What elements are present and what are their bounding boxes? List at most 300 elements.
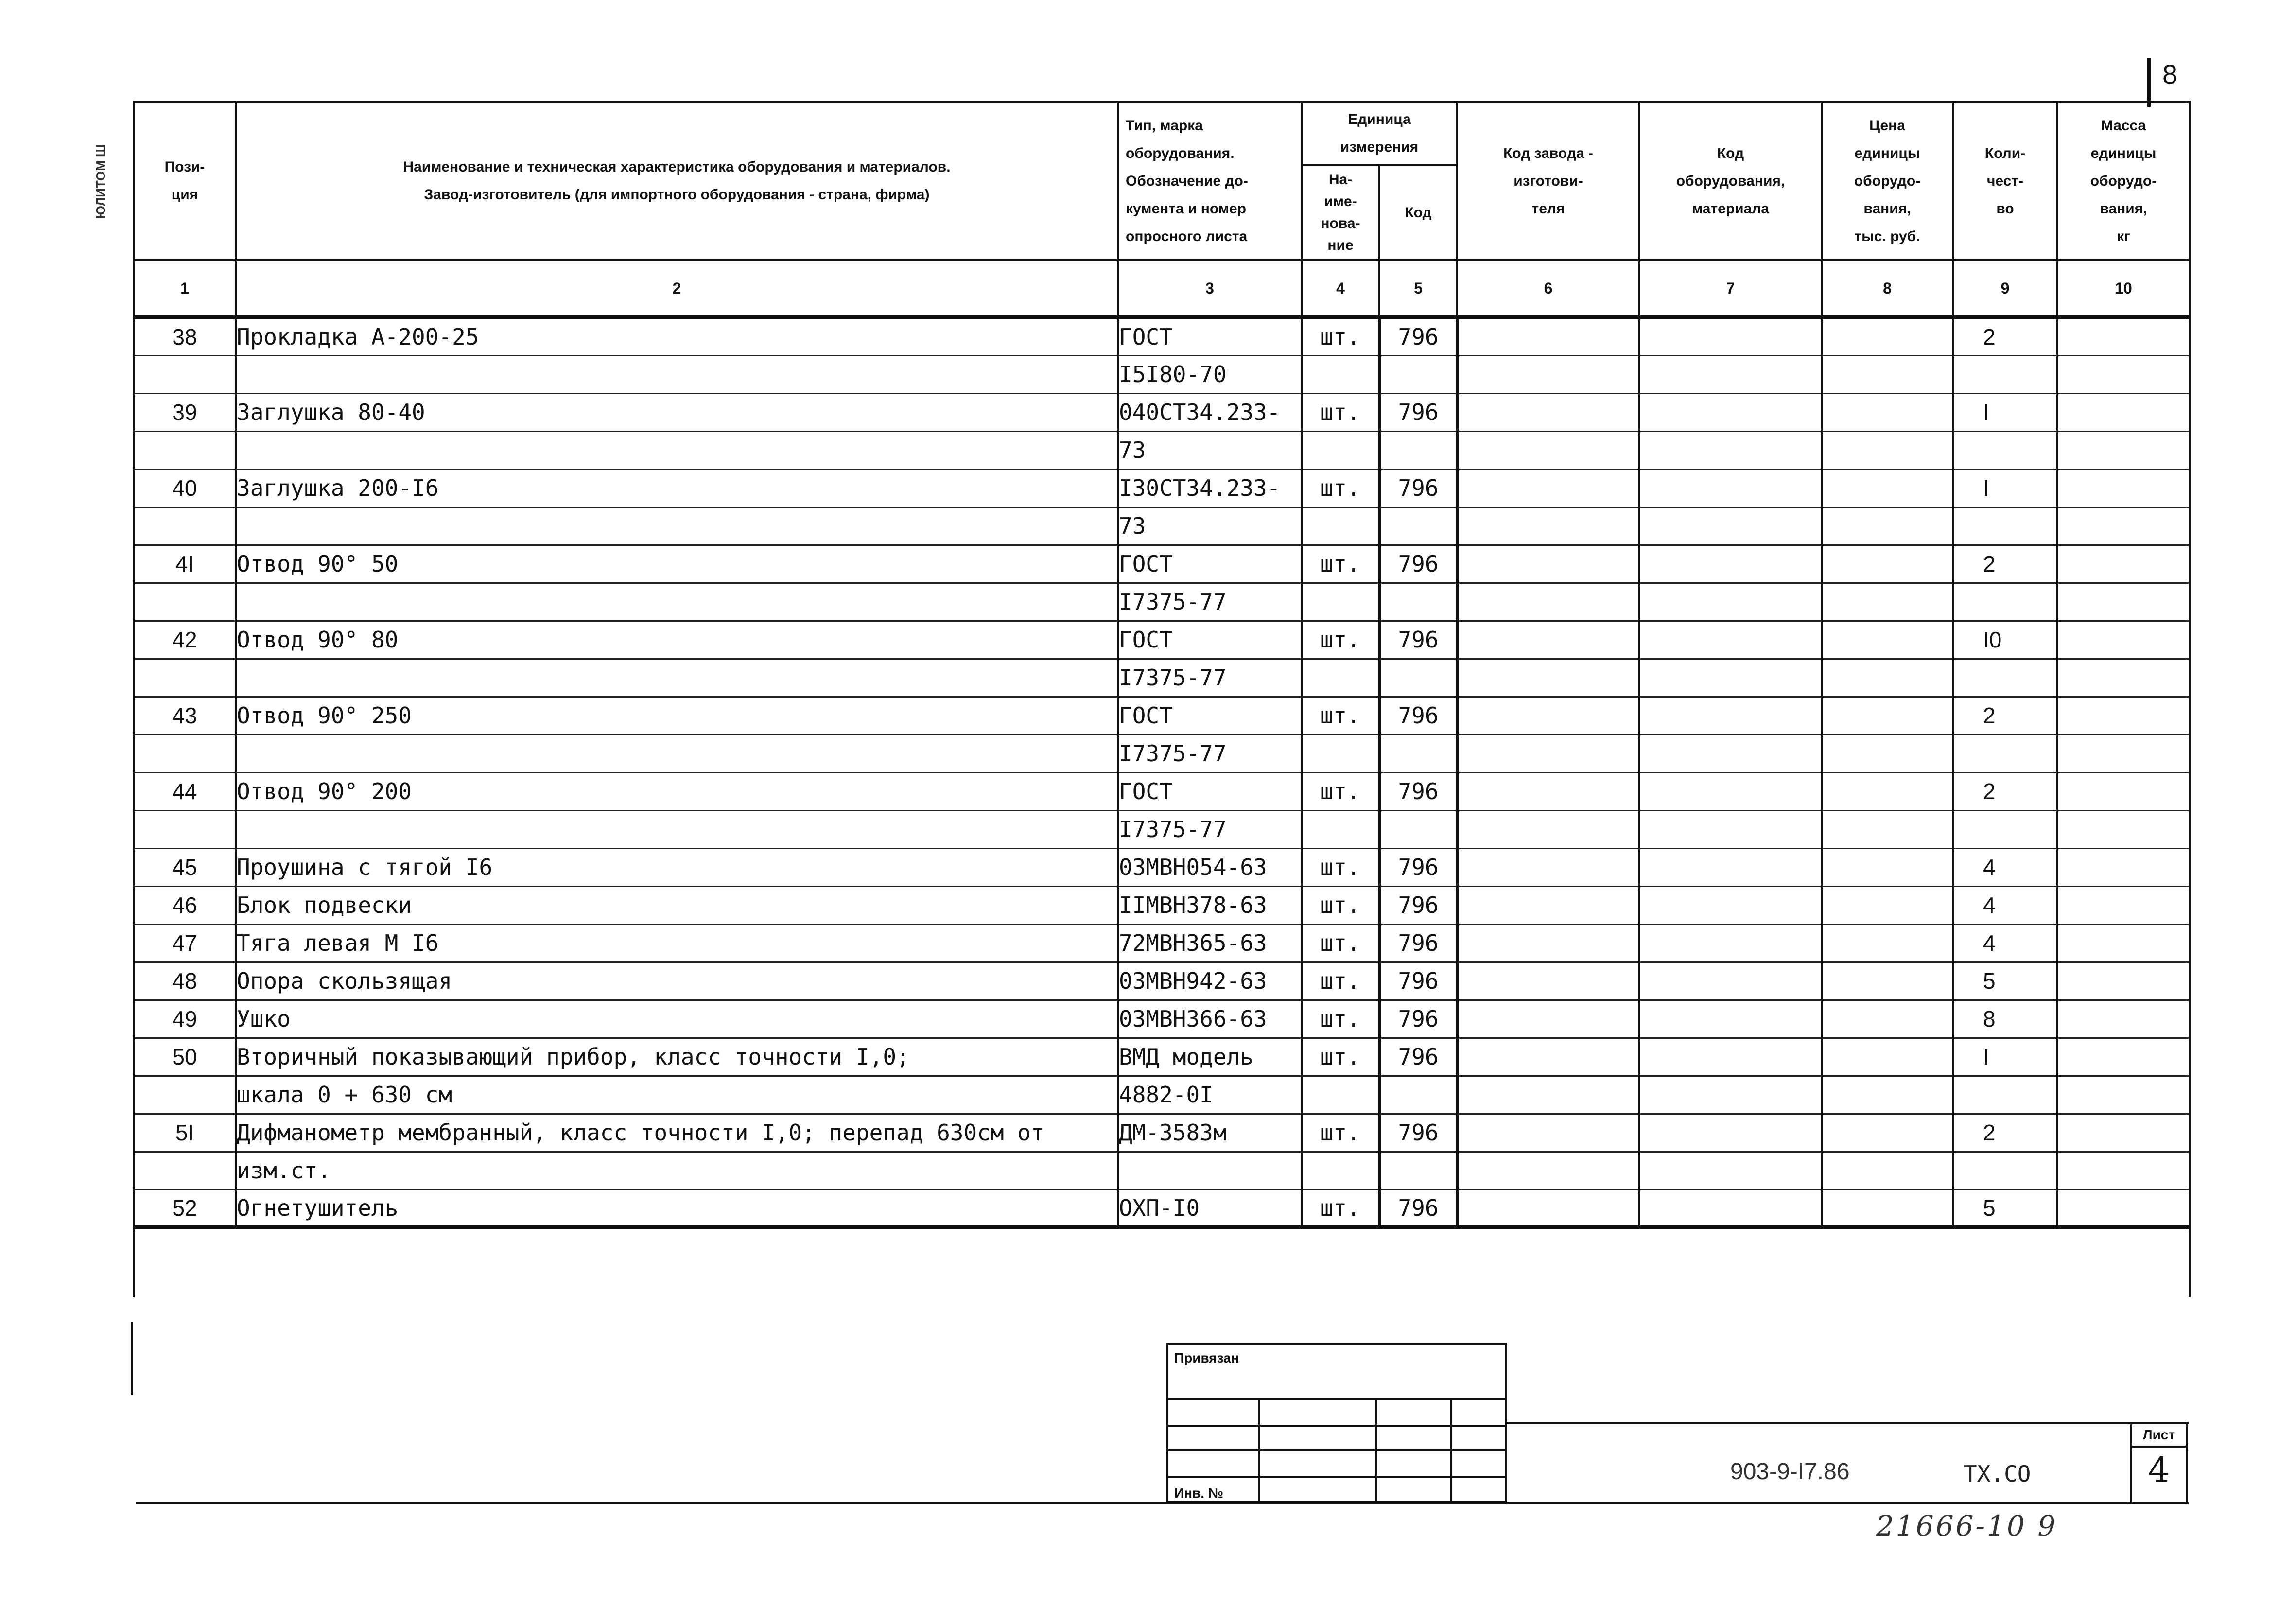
row-price [1822, 393, 1953, 431]
row-mass [2057, 621, 2190, 659]
row-price [1822, 659, 1953, 697]
row-name: Блок подвески [236, 886, 1118, 924]
row-quantity: I [1953, 393, 2057, 431]
row-price [1822, 1189, 1953, 1227]
row-unit-code: 796 [1379, 1189, 1457, 1227]
row-unit: шт. [1302, 469, 1379, 507]
side-stamp: ЮЛИТОМ Ш [93, 144, 108, 219]
row-type: 73 [1118, 507, 1302, 545]
table-row [134, 659, 2190, 697]
row-unit-code [1379, 659, 1457, 697]
row-price [1822, 507, 1953, 545]
row-unit [1302, 810, 1379, 848]
row-plant-code [1457, 1114, 1639, 1152]
row-mass [2057, 431, 2190, 469]
column-number: 2 [236, 260, 1118, 317]
row-quantity: 2 [1953, 697, 2057, 734]
empty-row [134, 1227, 2190, 1297]
row-unit-code [1379, 734, 1457, 772]
row-unit: шт. [1302, 393, 1379, 431]
row-name: Огнетушитель [236, 1189, 1118, 1227]
table-row [134, 962, 2190, 1000]
bottom-border-line [136, 1502, 2189, 1504]
row-unit: шт. [1302, 1114, 1379, 1152]
row-position [134, 659, 236, 697]
table-row [134, 697, 2190, 734]
row-type: 040СТ34.233- [1118, 393, 1302, 431]
row-unit-code: 796 [1379, 1038, 1457, 1076]
row-mass [2057, 1000, 2190, 1038]
row-position: 44 [134, 772, 236, 810]
row-price [1822, 1114, 1953, 1152]
row-equipment-code [1639, 1000, 1822, 1038]
row-position: 46 [134, 886, 236, 924]
header-mass: Масса единицы оборудо- вания, кг [2057, 102, 2190, 260]
row-price [1822, 772, 1953, 810]
row-quantity: 8 [1953, 1000, 2057, 1038]
row-mass [2057, 1114, 2190, 1152]
row-price [1822, 1076, 1953, 1114]
row-mass [2057, 507, 2190, 545]
row-quantity: 2 [1953, 545, 2057, 583]
row-unit-code: 796 [1379, 621, 1457, 659]
empty-cell [1302, 1227, 1379, 1297]
row-quantity: 4 [1953, 886, 2057, 924]
row-equipment-code [1639, 1038, 1822, 1076]
row-type: 73 [1118, 431, 1302, 469]
row-unit: шт. [1302, 848, 1379, 886]
row-quantity: 4 [1953, 848, 2057, 886]
row-equipment-code [1639, 317, 1822, 355]
row-unit-code [1379, 810, 1457, 848]
row-type: I30СТ34.233- [1118, 469, 1302, 507]
row-name [236, 810, 1118, 848]
table-row [134, 848, 2190, 886]
row-unit [1302, 734, 1379, 772]
row-unit [1302, 507, 1379, 545]
row-plant-code [1457, 1038, 1639, 1076]
row-quantity [1953, 1152, 2057, 1189]
row-unit-code: 796 [1379, 848, 1457, 886]
row-unit-code: 796 [1379, 772, 1457, 810]
empty-cell [134, 1227, 236, 1297]
row-price [1822, 924, 1953, 962]
row-name: Опора скользящая [236, 962, 1118, 1000]
row-unit-code [1379, 1076, 1457, 1114]
header-unit-code: Код [1379, 165, 1457, 260]
row-plant-code [1457, 583, 1639, 621]
table-row [134, 431, 2190, 469]
row-name [236, 734, 1118, 772]
row-equipment-code [1639, 772, 1822, 810]
row-mass [2057, 355, 2190, 393]
row-position: 45 [134, 848, 236, 886]
table-row [134, 772, 2190, 810]
row-position: 49 [134, 1000, 236, 1038]
row-type: 4882-0I [1118, 1076, 1302, 1114]
row-unit: шт. [1302, 886, 1379, 924]
row-price [1822, 697, 1953, 734]
row-unit: шт. [1302, 924, 1379, 962]
row-type: IIМВН378-63 [1118, 886, 1302, 924]
row-unit: шт. [1302, 697, 1379, 734]
row-quantity: 4 [1953, 924, 2057, 962]
row-unit-code: 796 [1379, 545, 1457, 583]
row-position: 42 [134, 621, 236, 659]
column-number: 5 [1379, 260, 1457, 317]
row-price [1822, 886, 1953, 924]
title-block-line [1507, 1422, 2189, 1424]
column-number: 7 [1639, 260, 1822, 317]
row-mass [2057, 659, 2190, 697]
row-equipment-code [1639, 810, 1822, 848]
row-position: 47 [134, 924, 236, 962]
empty-cell [1639, 1227, 1822, 1297]
stamp-label: Привязан [1174, 1350, 1239, 1365]
row-quantity: 2 [1953, 317, 2057, 355]
header-quantity: Коли- чест- во [1953, 102, 2057, 260]
row-position: 5I [134, 1114, 236, 1152]
row-type [1118, 1152, 1302, 1189]
row-position: 48 [134, 962, 236, 1000]
column-number: 4 [1302, 260, 1379, 317]
row-equipment-code [1639, 1189, 1822, 1227]
row-plant-code [1457, 1189, 1639, 1227]
row-equipment-code [1639, 469, 1822, 507]
row-equipment-code [1639, 734, 1822, 772]
row-unit: шт. [1302, 317, 1379, 355]
empty-cell [1822, 1227, 1953, 1297]
row-position [134, 1076, 236, 1114]
document-type: ТХ.СО [1964, 1461, 2031, 1487]
table-row [134, 1038, 2190, 1076]
row-mass [2057, 545, 2190, 583]
row-unit [1302, 355, 1379, 393]
header-name: Наименование и техническая характеристика оборудования и материалов. Завод-изготовитель (для импортного оборудования - страна, фирма) [236, 102, 1118, 260]
row-name: Ушко [236, 1000, 1118, 1038]
row-plant-code [1457, 355, 1639, 393]
row-mass [2057, 810, 2190, 848]
row-type: ГОСТ [1118, 621, 1302, 659]
row-quantity: 2 [1953, 1114, 2057, 1152]
row-unit: шт. [1302, 1000, 1379, 1038]
row-name: Отвод 90° 250 [236, 697, 1118, 734]
row-quantity: 5 [1953, 962, 2057, 1000]
row-unit [1302, 659, 1379, 697]
table-row [134, 810, 2190, 848]
row-price [1822, 621, 1953, 659]
row-price [1822, 962, 1953, 1000]
row-type: I7375-77 [1118, 810, 1302, 848]
row-type: ГОСТ [1118, 545, 1302, 583]
row-mass [2057, 1038, 2190, 1076]
table-row [134, 1189, 2190, 1227]
row-position: 52 [134, 1189, 236, 1227]
row-equipment-code [1639, 924, 1822, 962]
row-quantity: I [1953, 469, 2057, 507]
column-number: 1 [134, 260, 236, 317]
row-unit: шт. [1302, 545, 1379, 583]
row-mass [2057, 848, 2190, 886]
row-unit-code: 796 [1379, 469, 1457, 507]
row-name [236, 507, 1118, 545]
row-mass [2057, 1152, 2190, 1189]
row-name [236, 355, 1118, 393]
row-price [1822, 734, 1953, 772]
row-equipment-code [1639, 1076, 1822, 1114]
row-unit-code: 796 [1379, 1114, 1457, 1152]
row-equipment-code [1639, 431, 1822, 469]
row-name: Отвод 90° 200 [236, 772, 1118, 810]
row-plant-code [1457, 507, 1639, 545]
column-number: 10 [2057, 260, 2190, 317]
row-plant-code [1457, 545, 1639, 583]
table-row [134, 886, 2190, 924]
row-position: 50 [134, 1038, 236, 1076]
left-border-line [131, 1322, 133, 1395]
row-quantity: 5 [1953, 1189, 2057, 1227]
row-unit-code: 796 [1379, 924, 1457, 962]
row-unit-code [1379, 355, 1457, 393]
row-equipment-code [1639, 1114, 1822, 1152]
row-name: Прокладка А-200-25 [236, 317, 1118, 355]
row-equipment-code [1639, 1152, 1822, 1189]
row-quantity [1953, 583, 2057, 621]
row-name: Заглушка 80-40 [236, 393, 1118, 431]
row-unit-code: 796 [1379, 1000, 1457, 1038]
header-plant-code: Код завода - изготови- теля [1457, 102, 1639, 260]
row-plant-code [1457, 1076, 1639, 1114]
row-unit: шт. [1302, 1038, 1379, 1076]
row-mass [2057, 1076, 2190, 1114]
row-type: 03МВН942-63 [1118, 962, 1302, 1000]
row-type: I7375-77 [1118, 583, 1302, 621]
row-price [1822, 848, 1953, 886]
table-row [134, 734, 2190, 772]
row-plant-code [1457, 772, 1639, 810]
row-mass [2057, 772, 2190, 810]
row-type: I7375-77 [1118, 659, 1302, 697]
row-plant-code [1457, 1152, 1639, 1189]
row-unit: шт. [1302, 1189, 1379, 1227]
row-equipment-code [1639, 355, 1822, 393]
row-plant-code [1457, 734, 1639, 772]
row-plant-code [1457, 886, 1639, 924]
row-mass [2057, 469, 2190, 507]
row-mass [2057, 734, 2190, 772]
row-equipment-code [1639, 962, 1822, 1000]
row-type: ГОСТ [1118, 772, 1302, 810]
row-price [1822, 583, 1953, 621]
row-unit-code: 796 [1379, 962, 1457, 1000]
row-position [134, 583, 236, 621]
row-name [236, 659, 1118, 697]
row-equipment-code [1639, 545, 1822, 583]
inventory-number: 21666-10 9 [1876, 1509, 2058, 1542]
table-row [134, 507, 2190, 545]
row-mass [2057, 697, 2190, 734]
table-row [134, 355, 2190, 393]
row-plant-code [1457, 848, 1639, 886]
row-equipment-code [1639, 507, 1822, 545]
sheet-value: 4 [2148, 1450, 2170, 1490]
row-position: 43 [134, 697, 236, 734]
header-equipment-code: Код оборудования, материала [1639, 102, 1822, 260]
row-unit-code: 796 [1379, 886, 1457, 924]
row-name: Заглушка 200-I6 [236, 469, 1118, 507]
row-quantity [1953, 1076, 2057, 1114]
empty-cell [1118, 1227, 1302, 1297]
row-unit-code: 796 [1379, 317, 1457, 355]
empty-cell [236, 1227, 1118, 1297]
row-position [134, 734, 236, 772]
column-number: 6 [1457, 260, 1639, 317]
row-position: 4I [134, 545, 236, 583]
row-unit-code: 796 [1379, 697, 1457, 734]
row-unit-code [1379, 507, 1457, 545]
row-mass [2057, 1189, 2190, 1227]
row-unit [1302, 583, 1379, 621]
table-row [134, 1000, 2190, 1038]
header-position: Пози- ция [134, 102, 236, 260]
row-type: ГОСТ [1118, 317, 1302, 355]
row-type: 72МВН365-63 [1118, 924, 1302, 962]
empty-cell [1457, 1227, 1639, 1297]
row-position: 40 [134, 469, 236, 507]
row-quantity [1953, 659, 2057, 697]
row-unit: шт. [1302, 962, 1379, 1000]
row-equipment-code [1639, 621, 1822, 659]
row-type: ГОСТ [1118, 697, 1302, 734]
row-type: ДМ-3583м [1118, 1114, 1302, 1152]
row-unit: шт. [1302, 772, 1379, 810]
row-name: Дифманометр мембранный, класс точности I,0; перепад 630см от [236, 1114, 1118, 1152]
row-plant-code [1457, 1000, 1639, 1038]
row-unit-code [1379, 1152, 1457, 1189]
row-plant-code [1457, 469, 1639, 507]
table-row [134, 317, 2190, 355]
row-quantity: 2 [1953, 772, 2057, 810]
row-equipment-code [1639, 393, 1822, 431]
row-equipment-code [1639, 583, 1822, 621]
row-mass [2057, 924, 2190, 962]
row-plant-code [1457, 659, 1639, 697]
row-unit-code [1379, 583, 1457, 621]
row-type: I7375-77 [1118, 734, 1302, 772]
row-price [1822, 1000, 1953, 1038]
sheet-box [2130, 1424, 2188, 1502]
row-plant-code [1457, 431, 1639, 469]
row-quantity [1953, 810, 2057, 848]
row-name [236, 431, 1118, 469]
table-row [134, 583, 2190, 621]
table-row [134, 545, 2190, 583]
empty-cell [2057, 1227, 2190, 1297]
empty-cell [1953, 1227, 2057, 1297]
row-price [1822, 469, 1953, 507]
row-name: Отвод 90° 50 [236, 545, 1118, 583]
row-price [1822, 317, 1953, 355]
row-name [236, 583, 1118, 621]
row-mass [2057, 583, 2190, 621]
row-position [134, 431, 236, 469]
row-type: I5I80-70 [1118, 355, 1302, 393]
row-quantity: I0 [1953, 621, 2057, 659]
row-position [134, 507, 236, 545]
row-plant-code [1457, 924, 1639, 962]
row-price [1822, 431, 1953, 469]
table-row [134, 924, 2190, 962]
row-price [1822, 545, 1953, 583]
table-row [134, 1152, 2190, 1189]
row-plant-code [1457, 317, 1639, 355]
row-equipment-code [1639, 886, 1822, 924]
row-price [1822, 355, 1953, 393]
specification-table [133, 101, 2191, 1297]
row-name: шкала 0 + 630 см [236, 1076, 1118, 1114]
column-number: 3 [1118, 260, 1302, 317]
row-mass [2057, 393, 2190, 431]
row-equipment-code [1639, 659, 1822, 697]
row-plant-code [1457, 810, 1639, 848]
column-number: 8 [1822, 260, 1953, 317]
row-plant-code [1457, 621, 1639, 659]
row-plant-code [1457, 962, 1639, 1000]
stamp-inventory-label: Инв. № [1174, 1486, 1224, 1501]
row-position [134, 355, 236, 393]
row-type: 03МВН054-63 [1118, 848, 1302, 886]
column-number: 9 [1953, 260, 2057, 317]
page-number: 8 [2147, 58, 2177, 107]
header-price: Цена единицы оборудо- вания, тыс. руб. [1822, 102, 1953, 260]
document-code: 903-9-I7.86 [1730, 1459, 1850, 1485]
row-mass [2057, 962, 2190, 1000]
row-quantity [1953, 507, 2057, 545]
row-type: 03МВН366-63 [1118, 1000, 1302, 1038]
row-equipment-code [1639, 697, 1822, 734]
row-name: Вторичный показывающий прибор, класс точности I,0; [236, 1038, 1118, 1076]
row-unit [1302, 1076, 1379, 1114]
row-quantity [1953, 734, 2057, 772]
empty-cell [1379, 1227, 1457, 1297]
row-plant-code [1457, 393, 1639, 431]
row-name: изм.ст. [236, 1152, 1118, 1189]
row-quantity: I [1953, 1038, 2057, 1076]
row-type: ВМД модель [1118, 1038, 1302, 1076]
row-unit-code [1379, 431, 1457, 469]
table-row [134, 393, 2190, 431]
header-unit-name: На- име- нова- ние [1302, 165, 1379, 260]
row-unit: шт. [1302, 621, 1379, 659]
table-row [134, 621, 2190, 659]
table-row [134, 1076, 2190, 1114]
row-unit-code: 796 [1379, 393, 1457, 431]
row-name: Тяга левая М I6 [236, 924, 1118, 962]
row-price [1822, 1152, 1953, 1189]
table-row [134, 469, 2190, 507]
row-quantity [1953, 431, 2057, 469]
header-unit-group: Единица измерения [1302, 102, 1457, 165]
row-price [1822, 810, 1953, 848]
row-position [134, 1152, 236, 1189]
row-name: Отвод 90° 80 [236, 621, 1118, 659]
sheet-label: Лист [2132, 1424, 2186, 1448]
row-unit [1302, 1152, 1379, 1189]
row-unit [1302, 431, 1379, 469]
binding-stamp [1166, 1343, 1507, 1503]
header-type: Тип, марка оборудования. Обозначение до- кумента и номер опросного листа [1118, 102, 1302, 260]
row-equipment-code [1639, 848, 1822, 886]
